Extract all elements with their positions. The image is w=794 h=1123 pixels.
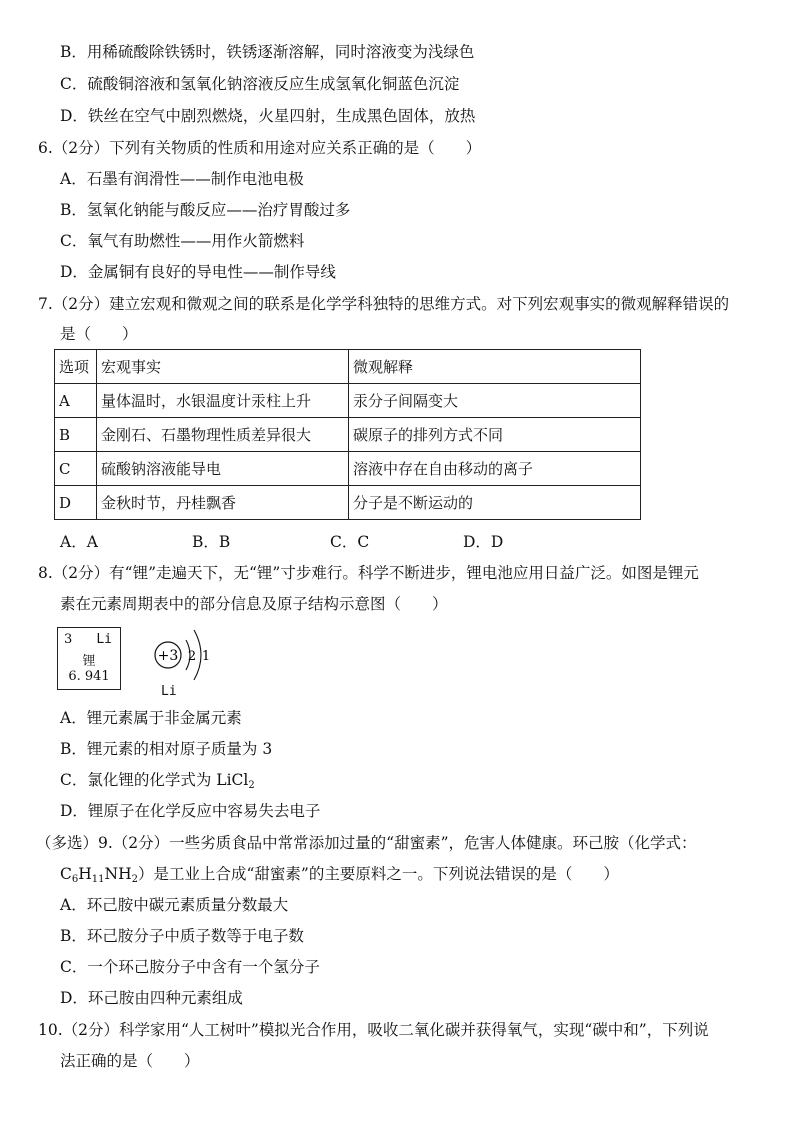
q5-option-d: D．铁丝在空气中剧烈燃烧，火星四射，生成黑色固体，放热 [60,107,476,125]
q7-stem-line2: 是（ ） [60,325,138,343]
q9-stem-rest: ）是工业上合成“甜蜜素”的主要原料之一。下列说法错误的是（ ） [137,865,619,883]
periodic-table-cell [57,627,121,690]
table-row [55,452,641,486]
atomic-number: 3 [64,632,73,647]
table-row [55,486,641,520]
q5-option-c: C．硫酸铜溶液和氢氧化钠溶液反应生成氢氧化铜蓝色沉淀 [60,75,460,93]
q6-option-c: C．氧气有助燃性——用作火箭燃料 [60,232,305,250]
q5-option-b: B．用稀硫酸除铁锈时，铁锈逐渐溶解，同时溶液变为浅绿色 [60,43,475,61]
q9-option-c: C．一个环己胺分子中含有一个氢分子 [60,958,320,976]
formula-c: C [60,865,72,883]
table-cell: A [55,384,97,418]
table-cell: 溶液中存在自由移动的离子 [349,452,641,486]
q9-stem-line2 [60,864,619,890]
q9-option-b: B．环己胺分子中质子数等于电子数 [60,927,304,945]
formula-h-sub: 11 [91,874,105,885]
q7-answer-a: A．A [60,533,98,551]
table-header-cell: 微观解释 [349,350,641,384]
table-cell: B [55,418,97,452]
q7-answer-c: C．C [330,533,370,551]
q8-option-c [60,770,255,796]
q6-option-d: D．金属铜有良好的导电性——制作导线 [60,263,336,281]
table-cell: D [55,486,97,520]
q8-stem-line1: 8.（2分）有“锂”走遍天下，无“锂”寸步难行。科学不断进步，锂电池应用日益广泛。如图是锂元 [38,564,699,582]
q8-option-b: B．锂元素的相对原子质量为 3 [60,740,273,758]
table-cell: 金秋时节，丹桂飘香 [97,486,349,520]
formula-nh: NH [104,865,132,883]
q7-answer-b: B．B [192,533,231,551]
table-cell: 汞分子间隔变大 [349,384,641,418]
q9-option-a: A．环己胺中碳元素质量分数最大 [60,896,289,914]
q8-option-c-text: C．氯化锂的化学式为 LiCl [60,771,249,789]
element-symbol: Li [96,632,112,647]
atomic-mass: 6. 941 [68,669,110,684]
q7-answer-d: D．D [463,533,504,551]
q8-option-d: D．锂原子在化学反应中容易失去电子 [60,802,321,820]
q10-stem-line1: 10.（2分）科学家用“人工树叶”模拟光合作用，吸收二氧化碳并获得氧气，实现“碳中和”，下列说 [38,1021,709,1039]
q8-option-a: A．锂元素属于非金属元素 [60,709,242,727]
table-cell: C [55,452,97,486]
shell-1-electrons: 2 [187,649,197,664]
q6-stem: 6.（2分）下列有关物质的性质和用途对应关系正确的是（ ） [38,139,482,157]
table-row [55,384,641,418]
table-cell: 量体温时，水银温度计汞柱上升 [97,384,349,418]
formula-c-sub: 6 [71,874,79,885]
formula-nh-sub: 2 [131,874,138,885]
table-cell: 金刚石、石墨物理性质差异很大 [97,418,349,452]
nucleus-charge: +3 [157,648,179,664]
q10-stem-line2: 法正确的是（ ） [60,1052,200,1070]
shell-2-electrons: 1 [201,649,211,664]
q6-option-b: B．氢氧化钠能与酸反应——治疗胃酸过多 [60,201,351,219]
table-cell: 硫酸钠溶液能导电 [97,452,349,486]
table-cell: 分子是不断运动的 [349,486,641,520]
table-header-row [55,350,641,384]
q6-option-a: A．石墨有润滑性——制作电池电极 [60,170,304,188]
q9-option-d: D．环己胺由四种元素组成 [60,989,243,1007]
q8-stem-line2: 素在元素周期表中的部分信息及原子结构示意图（ ） [60,595,448,613]
table-row [55,418,641,452]
formula-h: H [78,865,92,883]
table-header-cell: 选项 [55,350,97,384]
table-cell: 碳原子的排列方式不同 [349,418,641,452]
q9-stem-line1: （多选）9.（2分）一些劣质食品中常常添加过量的“甜蜜素”，危害人体健康。环己胺（化学式： [36,834,697,852]
q7-table [54,349,641,520]
element-name: 锂 [82,654,96,669]
atomic-structure-diagram [148,622,218,698]
q8-option-c-subscript: 2 [248,780,255,791]
table-header-cell: 宏观事实 [97,350,349,384]
q7-stem-line1: 7.（2分）建立宏观和微观之间的联系是化学学科独特的思维方式。对下列宏观事实的微观解释错误的 [38,295,730,313]
atom-symbol-label: Li [161,684,177,699]
